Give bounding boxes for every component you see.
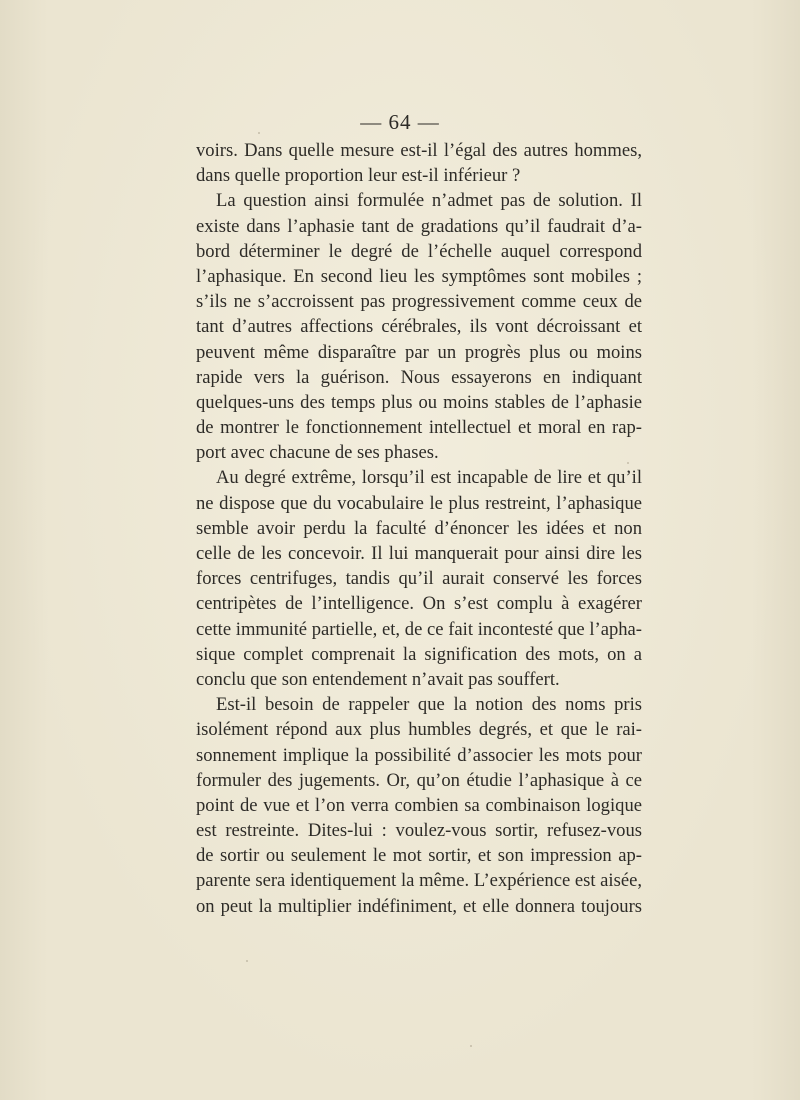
text-line: celle de les concevoir. Il lui manquerait pour ainsi dire les (196, 543, 642, 564)
text-line: de montrer le fonctionnement intellectuel et moral en rap- (196, 417, 642, 439)
text-line: dans quelle proportion leur est-il inférieur ? (196, 165, 521, 187)
text-line: semble avoir perdu la faculté d’énoncer les idées et non (196, 517, 642, 539)
page-number: — 64 — (360, 110, 440, 134)
text-line: rapide vers la guérison. Nous essayerons en indiquant (196, 366, 642, 388)
text-line: est restreinte. Dites-lui : voulez-vous sortir, refusez-vous (196, 820, 642, 842)
text-line: sonnement implique la possibilité d’associer les mots pour (196, 744, 642, 766)
text-line: isolément répond aux plus humbles degrés, et que le rai- (196, 719, 642, 741)
text-line: existe dans l’aphasie tant de gradations qu’il faudrait d’a- (196, 215, 642, 237)
text-line: on peut la multiplier indéfiniment, et elle donnera toujours (196, 895, 642, 917)
text-line: Au degré extrême, lorsqu’il est incapable de lire et qu’il (216, 467, 642, 489)
text-line: quelques-uns des temps plus ou moins stables de l’aphasie (196, 391, 642, 413)
paper-speck (627, 462, 629, 464)
paper-speck (246, 960, 248, 962)
text-line: tant d’autres affections cérébrales, ils vont décroissant et (196, 316, 642, 338)
text-line: La question ainsi formulée n’admet pas de solution. Il (216, 190, 642, 212)
text-line: voirs. Dans quelle mesure est-il l’égal des autres hommes, (196, 140, 642, 161)
text-line: conclu que son entendement n’avait pas souffert. (196, 668, 560, 690)
body-text (196, 138, 642, 919)
text-line: s’ils ne s’accroissent pas progressivement comme ceux de (196, 291, 642, 313)
text-line: parente sera identiquement la même. L’expérience est aisée, (196, 870, 642, 892)
text-line: point de vue et l’on verra combien sa combinaison logique (196, 794, 642, 816)
text-line: forces centrifuges, tandis qu’il aurait conservé les forces (196, 568, 642, 590)
text-line: formuler des jugements. Or, qu’on étudie l’aphasique à ce (196, 769, 642, 791)
text-line: l’aphasique. En second lieu les symptômes sont mobiles ; (196, 265, 642, 287)
text-line: de sortir ou seulement le mot sortir, et son impression ap- (196, 845, 642, 867)
text-line: port avec chacune de ses phases. (196, 442, 439, 464)
text-line: Est-il besoin de rappeler que la notion des noms pris (216, 694, 642, 716)
text-line: sique complet comprenait la signification des mots, on a (196, 643, 642, 665)
text-line: peuvent même disparaître par un progrès plus ou moins (196, 341, 642, 363)
text-line: bord déterminer le degré de l’échelle auquel correspond (196, 240, 642, 262)
text-line: cette immunité partielle, et, de ce fait incontesté que l’apha- (196, 618, 642, 640)
text-line: centripètes de l’intelligence. On s’est complu à exagérer (196, 593, 642, 615)
paper-speck (258, 132, 260, 134)
paper-speck (470, 1045, 472, 1047)
text-line: ne dispose que du vocabulaire le plus restreint, l’aphasique (196, 492, 642, 514)
